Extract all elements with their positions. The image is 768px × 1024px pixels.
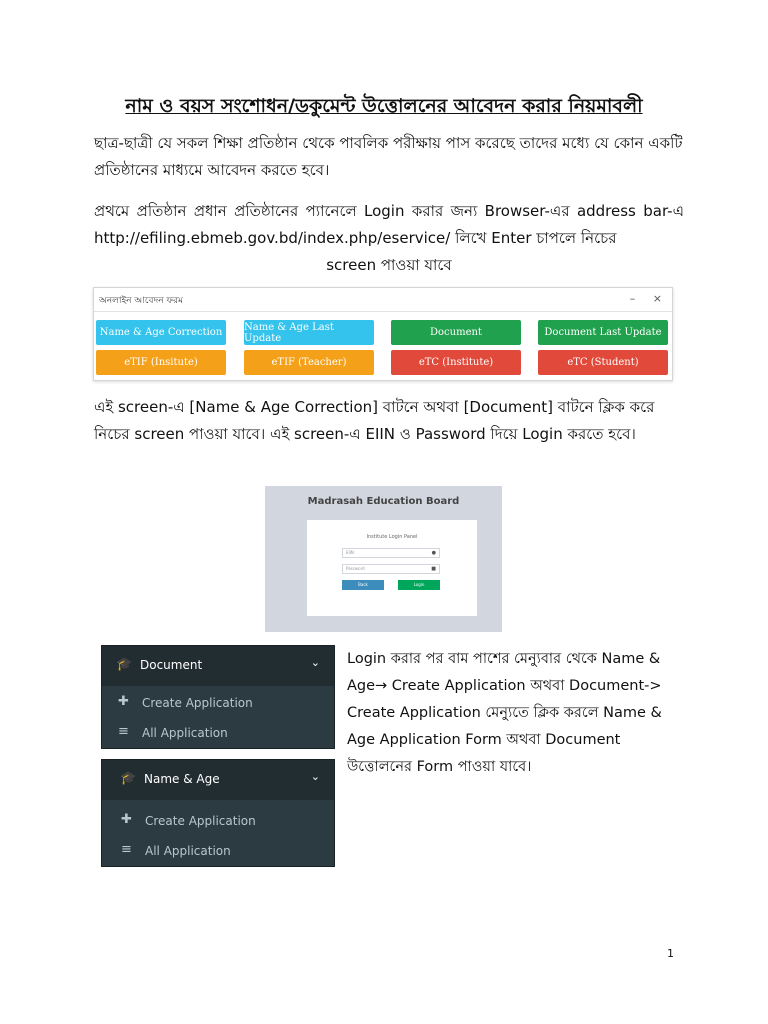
name-age-create-label: Create Application (145, 814, 256, 828)
document-menu-header[interactable] (102, 646, 334, 686)
app-window-title: অনলাইন আবেদন ফরম (99, 296, 184, 306)
list-icon: ≡ (121, 842, 132, 857)
login-instruction-text: প্রথমে প্রতিষ্ঠান প্রধান প্রতিষ্ঠানের প্যানেলে Login করার জন্য Browser-এর address bar-এ http://efiling.ebmeb.gov.bd/index.php/eservice/ লিখে Enter চাপলে নিচের (94, 202, 684, 247)
eiin-placeholder: EIIN (346, 550, 354, 555)
name-age-menu-header[interactable] (102, 760, 334, 800)
name-age-all-application[interactable] (102, 836, 334, 866)
document-all-application[interactable] (102, 718, 334, 748)
plus-icon: ✚ (118, 694, 129, 709)
etif-institute-button[interactable]: eTIF (Insitute) (96, 350, 226, 375)
list-icon: ≡ (118, 724, 129, 739)
graduation-cap-icon: 🎓 (120, 771, 137, 786)
etc-student-button[interactable]: eTC (Student) (538, 350, 668, 375)
login-button[interactable]: Login (398, 580, 440, 590)
name-age-last-update-button[interactable]: Name & Age Last Update (244, 320, 374, 345)
document-create-application[interactable] (102, 688, 334, 718)
intro-paragraph: ছাত্র-ছাত্রী যে সকল শিক্ষা প্রতিষ্ঠান থেকে পাবলিক পরীক্ষায় পাস করেছে তাদের মধ্যে যে কোন একটি প্রতিষ্ঠানের মাধ্যমে আবেদন করতে হবে। (94, 134, 683, 179)
document-all-label: All Application (142, 726, 228, 740)
window-controls (616, 292, 662, 305)
login-panel-title: Institute Login Panel (366, 534, 418, 540)
login-instruction-end: screen পাওয়া যাবে (326, 256, 452, 274)
back-button[interactable]: Back (342, 580, 384, 590)
graduation-cap-icon: 🎓 (116, 657, 133, 672)
close-icon[interactable]: × (652, 292, 662, 305)
name-age-correction-button[interactable]: Name & Age Correction (96, 320, 226, 345)
minimize-icon[interactable]: – (629, 292, 636, 305)
menu-instruction-paragraph: Login করার পর বাম পাশের মেন্যুবার থেকে Name & Age→ Create Application অথবা Document-> Create Application মেন্যুতে ক্লিক করলে Name & Age Application Form অথবা Document উত্তোলনের Form পাওয়া যাবে। (347, 651, 662, 775)
name-age-create-application[interactable] (102, 806, 334, 836)
document-button[interactable]: Document (391, 320, 521, 345)
password-input[interactable] (342, 564, 440, 574)
name-age-menu (101, 759, 335, 867)
lock-icon: ■ (431, 566, 436, 572)
document-create-label: Create Application (142, 696, 253, 710)
app-window-header (94, 288, 672, 312)
online-application-window (93, 287, 673, 381)
document-menu-label: Document (140, 658, 203, 672)
login-brand: Madrasah Education Board (307, 496, 460, 507)
user-icon: ● (431, 550, 436, 556)
eiin-input[interactable] (342, 548, 440, 558)
page-number: 1 (667, 947, 674, 960)
login-box (307, 520, 477, 616)
chevron-down-icon: ⌄ (310, 770, 320, 783)
login-screenshot (265, 486, 502, 632)
login-instruction-paragraph (94, 198, 684, 279)
password-placeholder: Password (346, 566, 365, 571)
plus-icon: ✚ (121, 812, 132, 827)
document-last-update-button[interactable]: Document Last Update (538, 320, 668, 345)
document-menu (101, 645, 335, 749)
name-age-menu-label: Name & Age (144, 772, 220, 786)
etc-institute-button[interactable]: eTC (Institute) (391, 350, 521, 375)
name-age-all-label: All Application (145, 844, 231, 858)
login-screen-paragraph: এই screen-এ [Name & Age Correction] বাটনে অথবা [Document] বাটনে ক্লিক করে নিচের screen পাওয়া যাবে। এই screen-এ EIIN ও Password দিয়ে Login করতে হবে। (94, 398, 655, 443)
chevron-down-icon: ⌄ (310, 656, 320, 669)
document-title: নাম ও বয়স সংশোধন/ডকুমেন্ট উত্তোলনের আবেদন করার নিয়মাবলী (125, 95, 643, 117)
etif-teacher-button[interactable]: eTIF (Teacher) (244, 350, 374, 375)
